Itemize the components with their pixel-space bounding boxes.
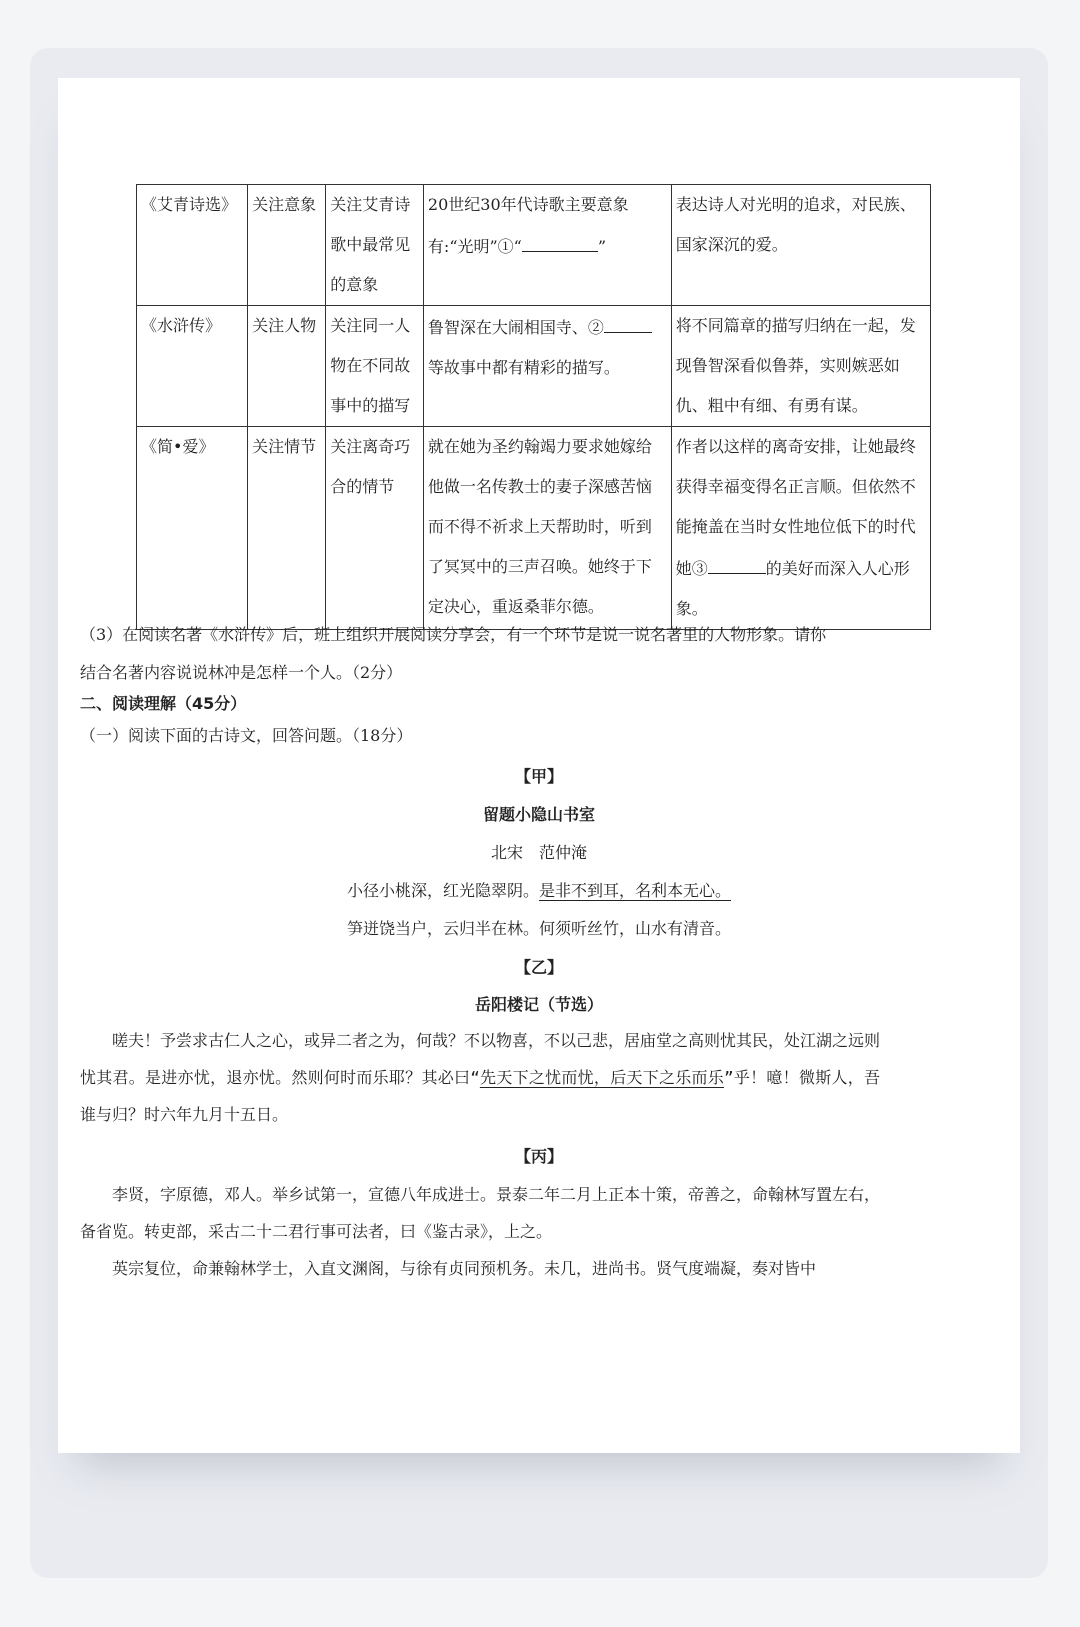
content-cell: 就在她为圣约翰竭力要求她嫁给他做一名传教士的妻子深感苦恼而不得不祈求上天帮助时，听到了冥冥中的三声召唤。她终于下定决心，重返桑菲尔德。: [423, 427, 671, 630]
table-row: [137, 427, 931, 630]
book-cell: 《水浒传》: [137, 306, 248, 427]
detail-cell: 关注艾青诗歌中最常见的意象: [326, 185, 424, 306]
reading-method-table: [136, 184, 931, 630]
content-cell: 鲁智深在大闹相国寺、②等故事中都有精彩的描写。: [423, 306, 671, 427]
focus-cell: 关注意象: [248, 185, 326, 306]
result-cell: 将不同篇章的描写归纳在一起，发现鲁智深看似鲁莽，实则嫉恶如仇、粗中有细、有勇有谋。: [671, 306, 930, 427]
question-3-line-1: （3）在阅读名著《水浒传》后，班上组织开展阅读分享会，有一个环节是说一说名著里的人物形象。请你: [80, 625, 827, 644]
label-jia: 【甲】: [514, 767, 563, 786]
book-cell: 《艾青诗选》: [137, 185, 248, 306]
result-cell: 表达诗人对光明的追求，对民族、国家深沉的爱。: [671, 185, 930, 306]
answer-blank-1[interactable]: [522, 225, 598, 252]
book-cell: 《简•爱》: [137, 427, 248, 630]
content-cell: 20世纪30年代诗歌主要意象有:“光明”①“ ”: [423, 185, 671, 306]
answer-blank-3[interactable]: [708, 547, 766, 574]
label-bing: 【丙】: [514, 1147, 563, 1166]
focus-cell: 关注人物: [248, 306, 326, 427]
bing-paragraph-1: 李贤，字原德，邓人。举乡试第一，宣德八年成进士。景泰二年二月上正本十策，帝善之，命翰林写置左右，备省览。转吏部，采古二十二君行事可法者，曰《鉴古录》，上之。: [80, 1185, 881, 1241]
detail-cell: 关注离奇巧合的情节: [326, 427, 424, 630]
focus-cell: 关注情节: [248, 427, 326, 630]
underlined-phrase: 是非不到耳，名利本无心。: [539, 881, 732, 900]
result-cell: 作者以这样的离奇安排，让她最终获得幸福变得名正言顺。但依然不能掩盖在当时女性地位低下的时代她③ 的美好而深入人心形象。: [671, 427, 930, 630]
poem-title: 留题小隐山书室: [482, 805, 595, 824]
detail-cell: 关注同一人物在不同故事中的描写: [326, 306, 424, 427]
bing-paragraph-2: 英宗复位，命兼翰林学士，入直文渊阁，与徐有贞同预机务。未几，进尚书。贤气度端凝，奏对皆中: [112, 1259, 817, 1278]
table-row: [137, 185, 931, 306]
poem-line-1: 小径小桃深，红光隐翠阴。是非不到耳，名利本无心。: [346, 881, 732, 900]
section-heading: 二、阅读理解（45分）: [80, 694, 247, 713]
poem-line-2: 笋迸饶当户，云归半在林。何须听丝竹，山水有清音。: [346, 919, 731, 938]
prose-paragraph: 嗟夫！予尝求古仁人之心，或异二者之为，何哉？不以物喜，不以己悲，居庙堂之高则忧其民，处江湖之远则忧其君。是进亦忧，退亦忧。然则何时而乐耶？其必曰“先天下之忧而忧，后天下之乐而乐”乎！噫！微斯人，吾谁与归？时六年九月十五日。: [80, 1031, 881, 1124]
table-row: [137, 306, 931, 427]
question-3-line-2: 结合名著内容说说林冲是怎样一个人。（2分）: [80, 663, 403, 682]
answer-blank-2[interactable]: [604, 306, 652, 333]
prose-title: 岳阳楼记（节选）: [474, 995, 603, 1014]
subsection-heading: （一）阅读下面的古诗文，回答问题。（18分）: [80, 726, 413, 745]
poem-author: 北宋 范仲淹: [490, 843, 587, 862]
label-yi: 【乙】: [514, 958, 563, 977]
underlined-phrase: 先天下之忧而忧，后天下之乐而乐: [479, 1068, 725, 1087]
